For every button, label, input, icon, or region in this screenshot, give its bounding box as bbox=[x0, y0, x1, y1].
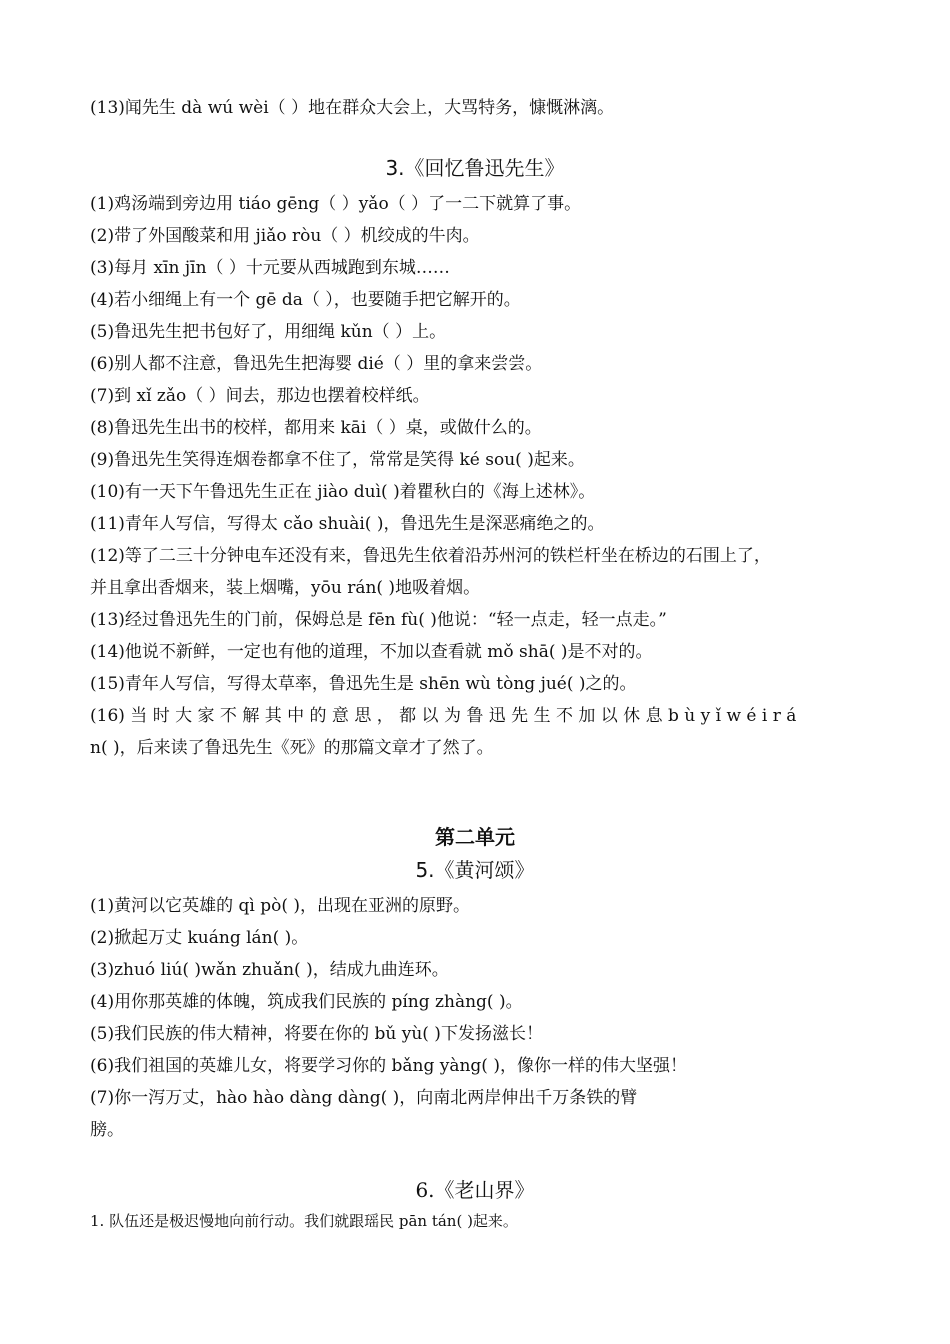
lesson-title: 3.《回忆鲁迅先生》 bbox=[385, 156, 565, 180]
question-line: (5)鲁迅先生把书包好了，用细绳 kǔn（ ）上。 bbox=[90, 322, 447, 342]
lesson-title: 5.《黄河颂》 bbox=[415, 858, 535, 882]
question-line: (4)若小细绳上有一个 gē da（ ），也要随手把它解开的。 bbox=[90, 290, 521, 310]
question-line: (15)青年人写信，写得太草率，鲁迅先生是 shēn wù tòng jué( )之的。 bbox=[90, 674, 637, 694]
question-line: (13)经过鲁迅先生的门前，保姆总是 fēn fù( )他说：“轻一点走，轻一点走。” bbox=[90, 610, 667, 630]
question-line: 并且拿出香烟来，装上烟嘴，yōu rán( )地吸着烟。 bbox=[90, 578, 481, 598]
question-line: (6)我们祖国的英雄儿女，将要学习你的 bǎng yàng( )，像你一样的伟大坚强！ bbox=[90, 1056, 687, 1076]
lesson-title: 6.《老山界》 bbox=[415, 1178, 535, 1202]
question-line: (12)等了二三十分钟电车还没有来，鲁迅先生依着沿苏州河的铁栏杆坐在桥边的石围上了， bbox=[90, 546, 771, 566]
question-line: (1)鸡汤端到旁边用 tiáo gēng（ ）yǎo（ ）了一二下就算了事。 bbox=[90, 194, 582, 214]
question-line: (2)掀起万丈 kuáng lán( )。 bbox=[90, 928, 309, 948]
question-line: (16) 当 时 大 家 不 解 其 中 的 意 思 ， 都 以 为 鲁 迅 先 生 不 加 以 休 息 b ù y ǐ w é i r á bbox=[90, 706, 797, 726]
question-line: (1)黄河以它英雄的 qì pò( )，出现在亚洲的原野。 bbox=[90, 896, 470, 916]
question-line: n( )，后来读了鲁迅先生《死》的那篇文章才了然了。 bbox=[90, 738, 494, 758]
question-line: (8)鲁迅先生出书的校样，都用来 kāi（ ）桌，或做什么的。 bbox=[90, 418, 542, 438]
question-line: (10)有一天下午鲁迅先生正在 jiào duì( )着瞿秋白的《海上述林》。 bbox=[90, 482, 596, 502]
question-line: (9)鲁迅先生笑得连烟卷都拿不住了，常常是笑得 ké sou( )起来。 bbox=[90, 450, 585, 470]
question-line: (14)他说不新鲜，一定也有他的道理，不加以查看就 mǒ shā( )是不对的。 bbox=[90, 642, 653, 662]
question-line: (7)到 xǐ zǎo（ ）间去，那边也摆着校样纸。 bbox=[90, 386, 430, 406]
question-line: 膀。 bbox=[90, 1120, 124, 1140]
unit-title: 第二单元 bbox=[435, 825, 515, 849]
question-line: (6)别人都不注意，鲁迅先生把海婴 dié（ ）里的拿来尝尝。 bbox=[90, 354, 543, 374]
question-line: (5)我们民族的伟大精神，将要在你的 bǔ yù( )下发扬滋长！ bbox=[90, 1024, 543, 1044]
question-line: (13)闻先生 dà wú wèi（ ）地在群众大会上，大骂特务，慷慨淋漓。 bbox=[90, 98, 615, 118]
question-line: (3)每月 xīn jīn（ ）十元要从西城跑到东城…… bbox=[90, 258, 450, 278]
question-line: (2)带了外国酸菜和用 jiǎo ròu（ ）机绞成的牛肉。 bbox=[90, 226, 480, 246]
question-line: (4)用你那英雄的体魄，筑成我们民族的 píng zhàng( )。 bbox=[90, 992, 523, 1012]
question-line: (11)青年人写信，写得太 cǎo shuài( )，鲁迅先生是深恶痛绝之的。 bbox=[90, 514, 605, 534]
question-line: (3)zhuó liú( )wǎn zhuǎn( )，结成九曲连环。 bbox=[90, 960, 449, 980]
question-line: (7)你一泻万丈，hào hào dàng dàng( )，向南北两岸伸出千万条铁的臂 bbox=[90, 1088, 638, 1108]
question-line: 1. 队伍还是极迟慢地向前行动。我们就跟瑶民 pān tán( )起来。 bbox=[90, 1212, 518, 1230]
